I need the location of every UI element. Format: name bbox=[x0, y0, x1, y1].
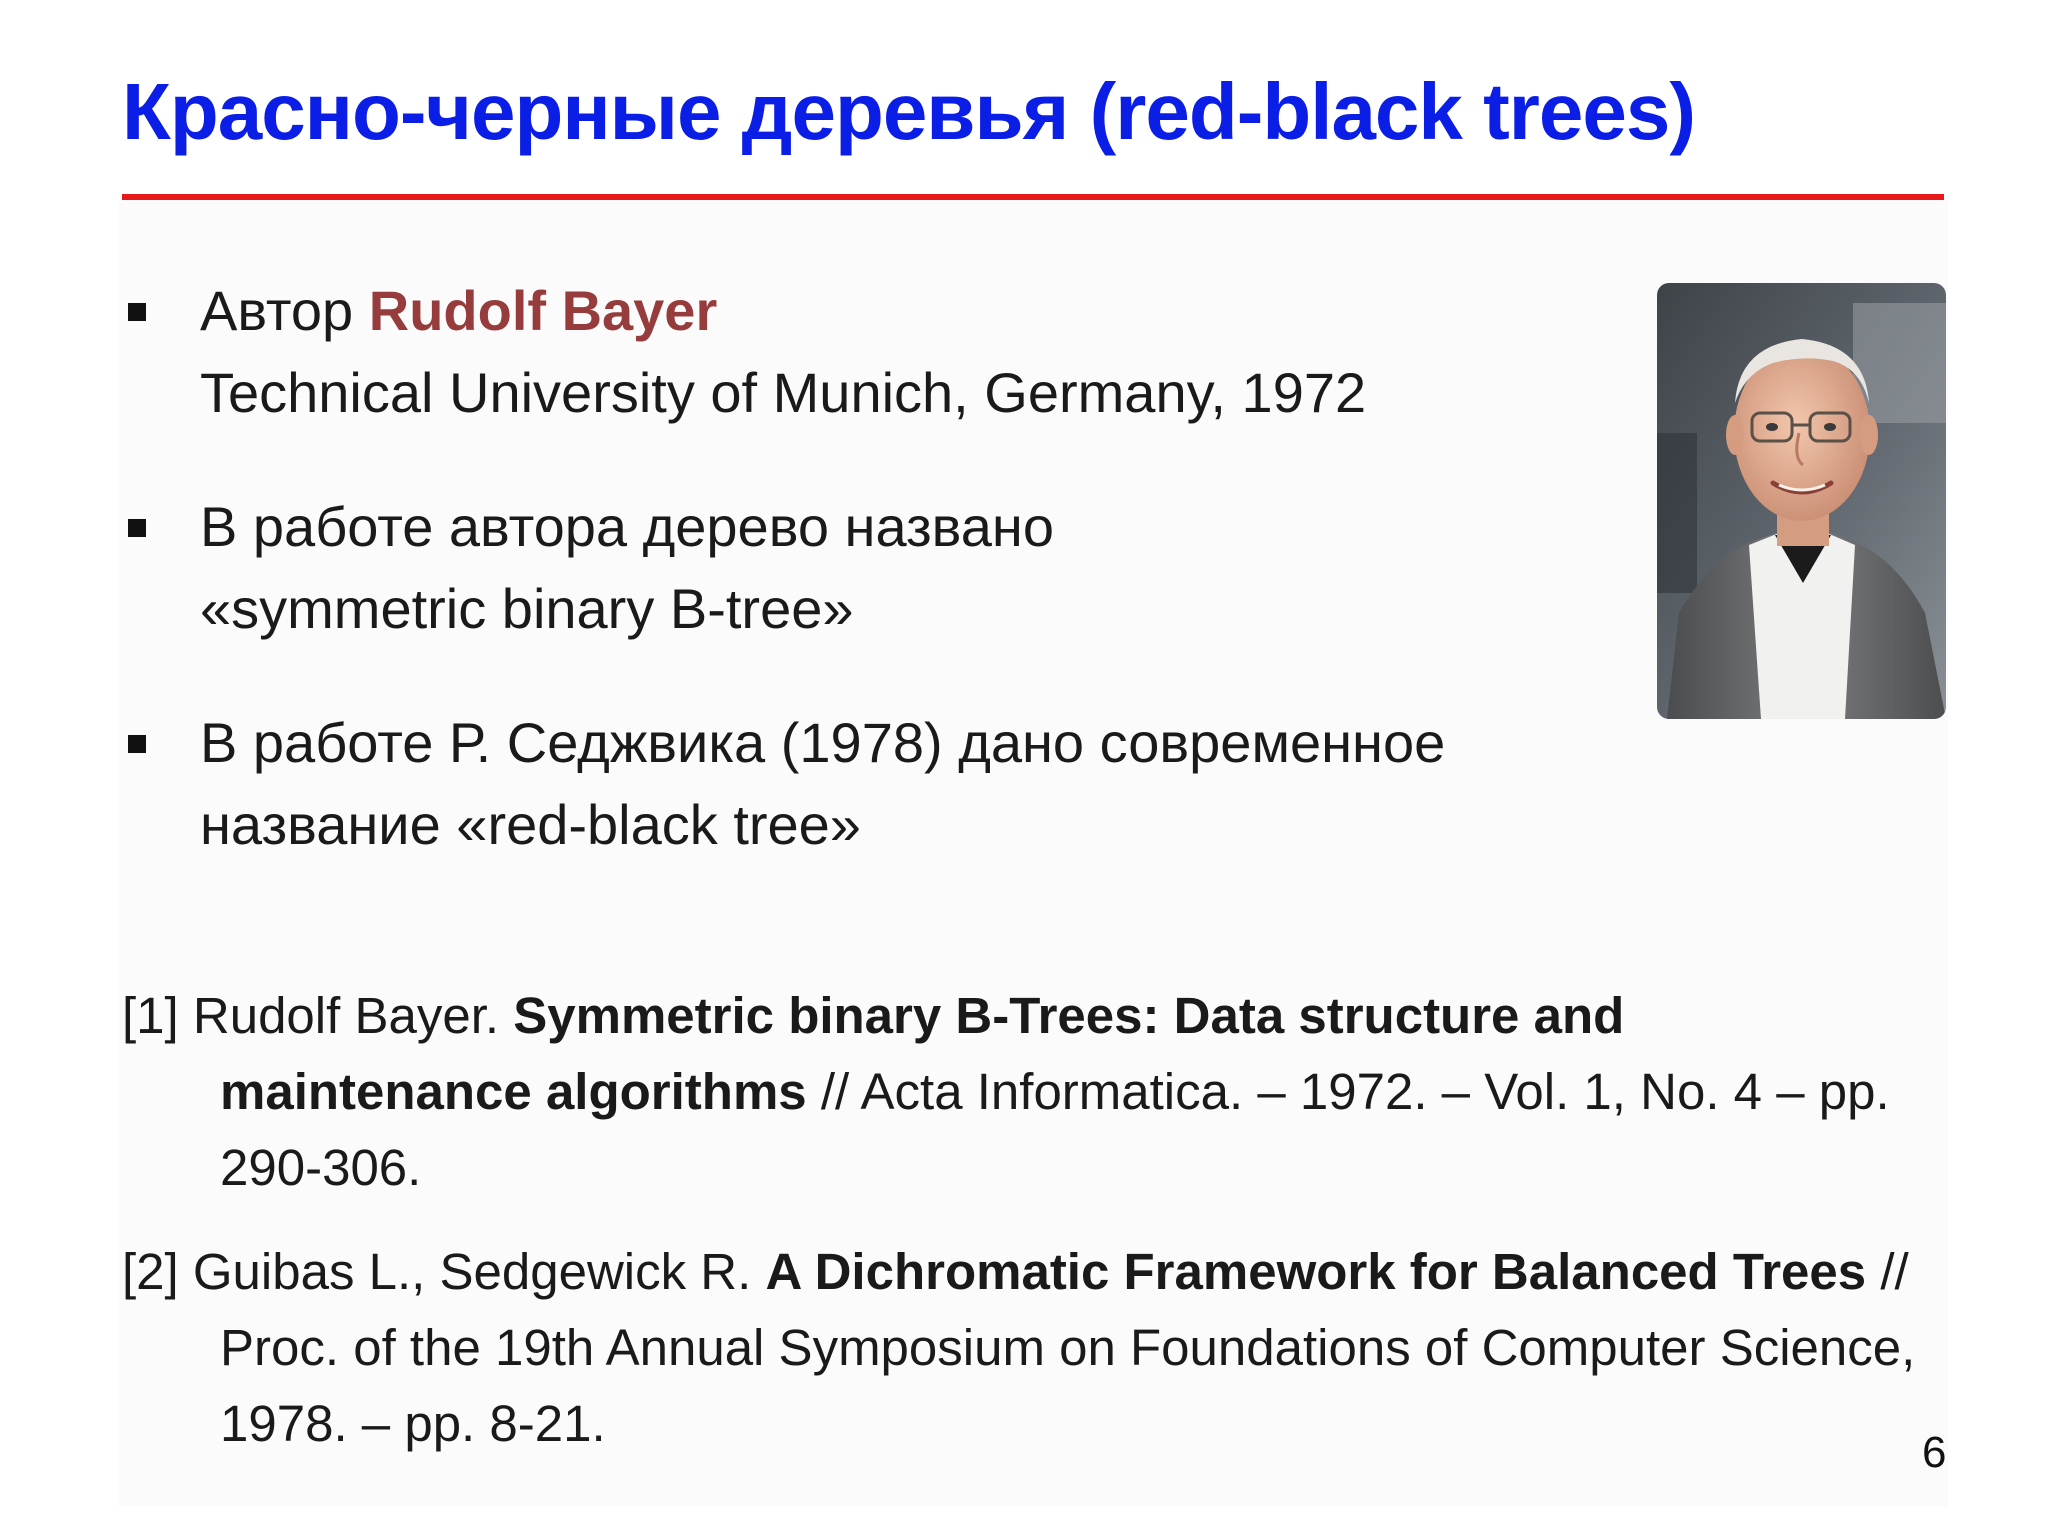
bullet-text: название «red-black tree» bbox=[200, 793, 861, 856]
bullet-item-original-name bbox=[122, 486, 1622, 650]
bullet-item-author bbox=[122, 270, 1622, 434]
square-bullet-icon bbox=[128, 303, 146, 321]
reference-item-2 bbox=[122, 1234, 1942, 1462]
title-underline bbox=[122, 194, 1944, 200]
author-portrait-photo bbox=[1657, 283, 1946, 719]
bullet-text: Technical University of Munich, Germany, 1972 bbox=[200, 361, 1367, 424]
reference-lead: [1] Rudolf Bayer. bbox=[122, 987, 514, 1044]
bullet-text: Автор bbox=[200, 279, 369, 342]
reference-title: A Dichromatic Framework for Balanced Trees bbox=[765, 1243, 1867, 1300]
page-number: 6 bbox=[1922, 1428, 1947, 1477]
reference-lead: [2] Guibas L., Sedgewick R. bbox=[122, 1243, 766, 1300]
bullet-text: В работе автора дерево названо bbox=[200, 495, 1054, 558]
reference-tail: // Proc. of the 19th Annual Symposium on Foundations of Computer Science, 1978. – pp. 8-21. bbox=[220, 1243, 1916, 1452]
bullet-item-modern-name bbox=[122, 702, 1622, 866]
reference-tail: // Acta Informatica. – 1972. – Vol. 1, No. 4 – pp. 290-306. bbox=[220, 1063, 1890, 1196]
reference-item-1 bbox=[122, 978, 1942, 1206]
square-bullet-icon bbox=[128, 735, 146, 753]
bullet-text: «symmetric binary B-tree» bbox=[200, 577, 854, 640]
author-name: Rudolf Bayer bbox=[368, 279, 718, 342]
slide-title: Красно-черные деревья (red-black trees) bbox=[122, 67, 1696, 156]
bullet-text: В работе Р. Седжвика (1978) дано современное bbox=[200, 711, 1446, 774]
reference-title: Symmetric binary B-Trees: Data structure and maintenance algorithms bbox=[220, 987, 1625, 1120]
square-bullet-icon bbox=[128, 519, 146, 537]
